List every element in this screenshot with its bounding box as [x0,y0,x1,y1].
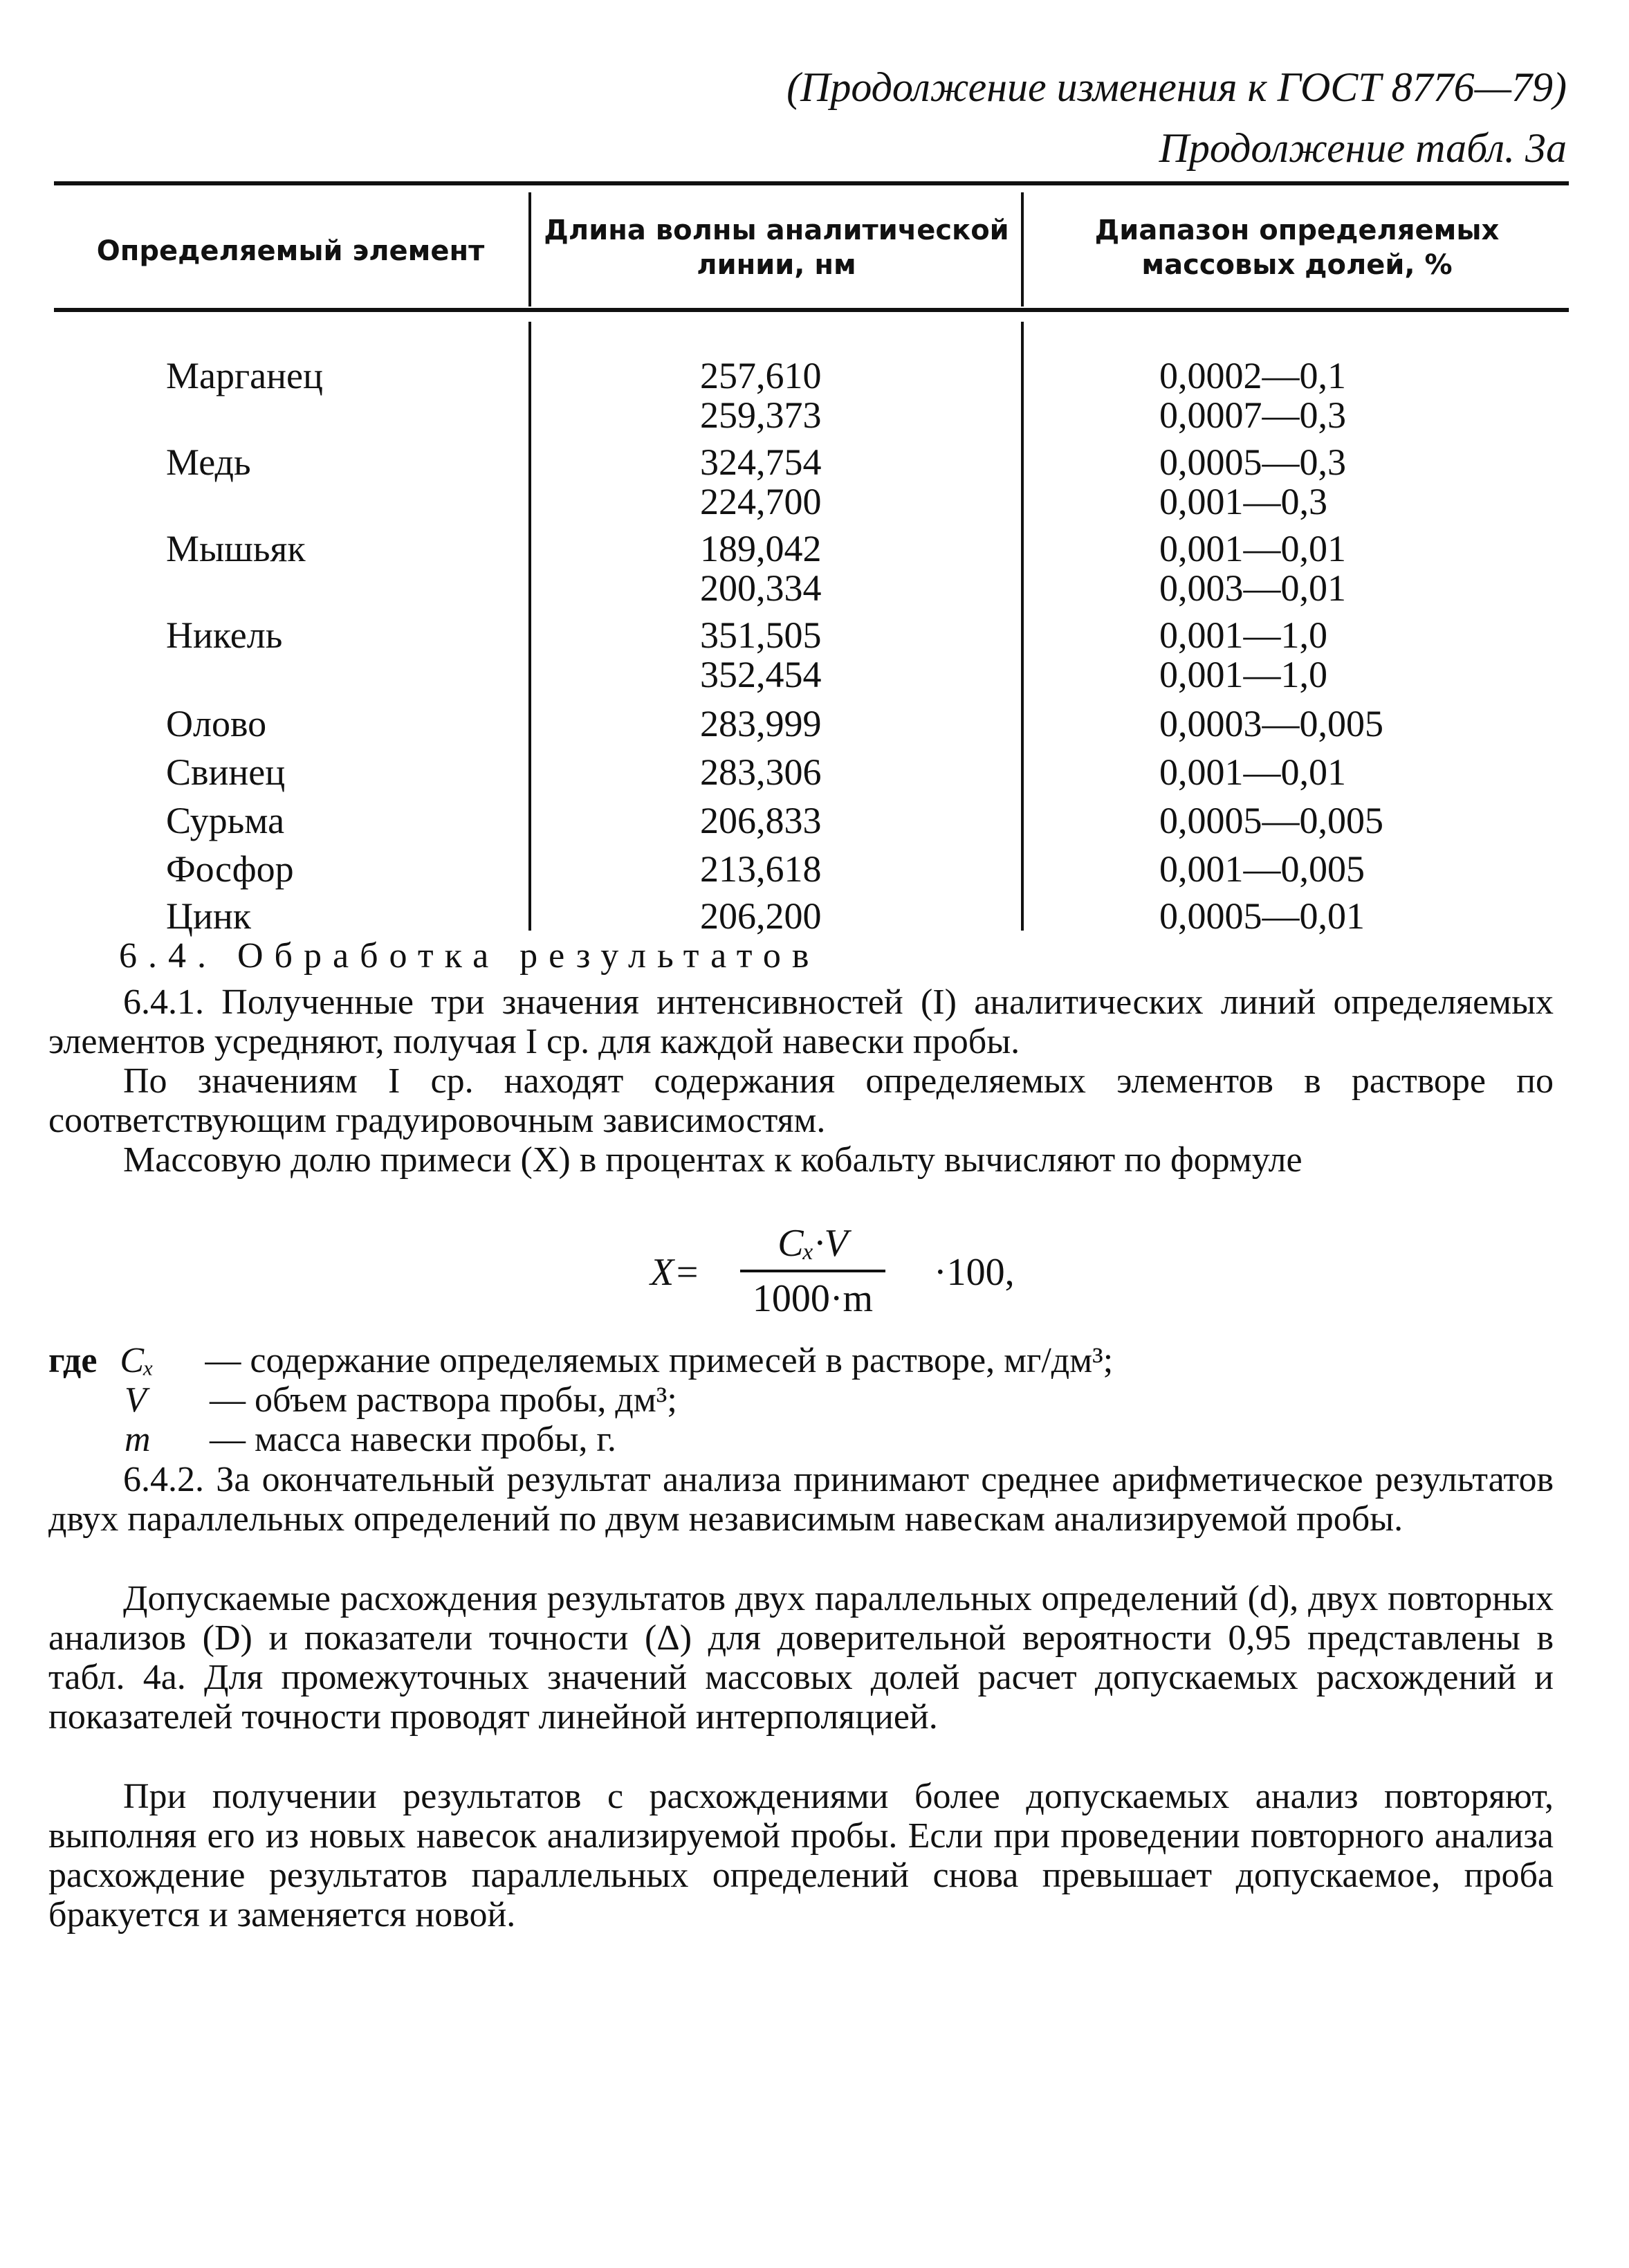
table-cell-element: Никель [166,614,283,656]
table-cell-wavelength: 259,373 [700,394,822,436]
column-header-range: Диапазон определяемых массовых долей, % [1094,214,1500,281]
table-cell-wavelength: 200,334 [700,567,822,609]
table-cell-element: Цинк [166,895,252,937]
table-cell-wavelength: 224,700 [700,481,822,522]
table-top-rule [54,181,1569,185]
where-text: — объем раствора пробы, дм³; [210,1380,677,1420]
table-column-divider [1021,322,1024,931]
table-cell-range: 0,001—0,3 [1159,481,1327,522]
section-title: 6.4. Обработка результатов [119,936,820,976]
paragraph-tolerances: Допускаемые расхождения результатов двух параллельных определений (d), двух повторных анализов (D) и показатели точности (Δ) для доверительной вероятности 0,95 представлены в табл. 4а. Для промежуточных значений массовых долей расчет допускаемых расхождений и показателей точности проводят линейной интерполяцией. [48,1579,1554,1737]
paragraph-6-4-1: 6.4.1. Полученные три значения интенсивностей (I) аналитических линий определяемых элементов усредняют, получая I ср. для каждой навески пробы. [48,982,1554,1061]
column-header-wavelength: Длина волны аналитической линии, нм [544,214,1009,281]
where-symbol: V [125,1380,147,1420]
table-cell-range: 0,001—0,01 [1159,751,1346,793]
table-cell-range: 0,001—0,005 [1159,848,1365,890]
table-cell-element: Свинец [166,751,286,793]
table-cell-element: Сурьма [166,800,285,841]
where-lead: где [48,1341,98,1380]
paragraph-graduation: По значениям I ср. находят содержания определяемых элементов в растворе по соответствующим градуировочным зависимостям. [48,1061,1554,1140]
where-symbol: m [125,1420,151,1459]
table-cell-wavelength: 206,200 [700,895,822,937]
table-header-rule [54,308,1569,312]
continuation-header: (Продолжение изменения к ГОСТ 8776—79) [786,64,1567,110]
table-cell-range: 0,0003—0,005 [1159,703,1383,744]
table-cell-wavelength: 213,618 [700,848,822,890]
table-cell-element: Олово [166,703,267,744]
where-symbol: Cₓ [120,1341,154,1380]
formula-fraction [740,1221,885,1321]
table-cell-range: 0,0005—0,005 [1159,800,1383,841]
fraction-bar [740,1270,885,1272]
table-cell-wavelength: 352,454 [700,654,822,695]
formula-rhs: ·100, [934,1251,1015,1294]
table-cell-range: 0,0005—0,01 [1159,895,1365,937]
table-cell-wavelength: 351,505 [700,614,822,656]
formula-lhs: X= [650,1251,700,1294]
table-cell-wavelength: 283,999 [700,703,822,744]
paragraph-mass-fraction: Массовую долю примеси (X) в процентах к кобальту вычисляют по формуле [123,1140,1303,1180]
paragraph-6-4-2: 6.4.2. За окончательный результат анализа принимают среднее арифметическое результатов двух параллельных определений по двум независимым навескам анализируемой пробы. [48,1460,1554,1539]
where-line [125,1380,677,1420]
table-cell-element: Мышьяк [166,528,306,569]
table-cell-range: 0,003—0,01 [1159,567,1346,609]
column-header-element: Определяемый элемент [96,235,485,267]
where-text: — масса навески пробы, г. [210,1420,616,1459]
table-cell-wavelength: 283,306 [700,751,822,793]
table-cell-range: 0,0007—0,3 [1159,394,1346,436]
where-line [48,1341,1113,1380]
table-cell-wavelength: 324,754 [700,441,822,483]
paragraph-repeat-analysis: При получении результатов с расхождениями более допускаемых анализ повторяют, выполняя его из новых навесок анализируемой пробы. Если при проведении повторного анализа расхождение результатов параллельных определений снова превышает допускаемое, проба бракуется и заменяется новой. [48,1777,1554,1935]
where-text: — содержание определяемых примесей в растворе, мг/дм³; [205,1341,1114,1380]
table-column-divider [528,322,531,931]
table-cell-element: Марганец [166,355,323,396]
table-cell-range: 0,001—0,01 [1159,528,1346,569]
table-cell-wavelength: 189,042 [700,528,822,569]
table-column-divider [1021,192,1024,307]
table-cell-element: Медь [166,441,251,483]
table-cell-range: 0,0005—0,3 [1159,441,1346,483]
table-column-divider [528,192,531,307]
table-cell-range: 0,001—1,0 [1159,654,1327,695]
table-cell-range: 0,001—1,0 [1159,614,1327,656]
table-continuation-header: Продолжение табл. 3а [1159,125,1567,171]
table-cell-range: 0,0002—0,1 [1159,355,1346,396]
formula-denominator: 1000·m [752,1277,874,1320]
table-cell-wavelength: 257,610 [700,355,822,396]
table-cell-element: Фосфор [166,848,294,890]
where-line [125,1420,616,1459]
formula-numerator: Cₓ·V [777,1222,848,1265]
table-cell-wavelength: 206,833 [700,800,822,841]
